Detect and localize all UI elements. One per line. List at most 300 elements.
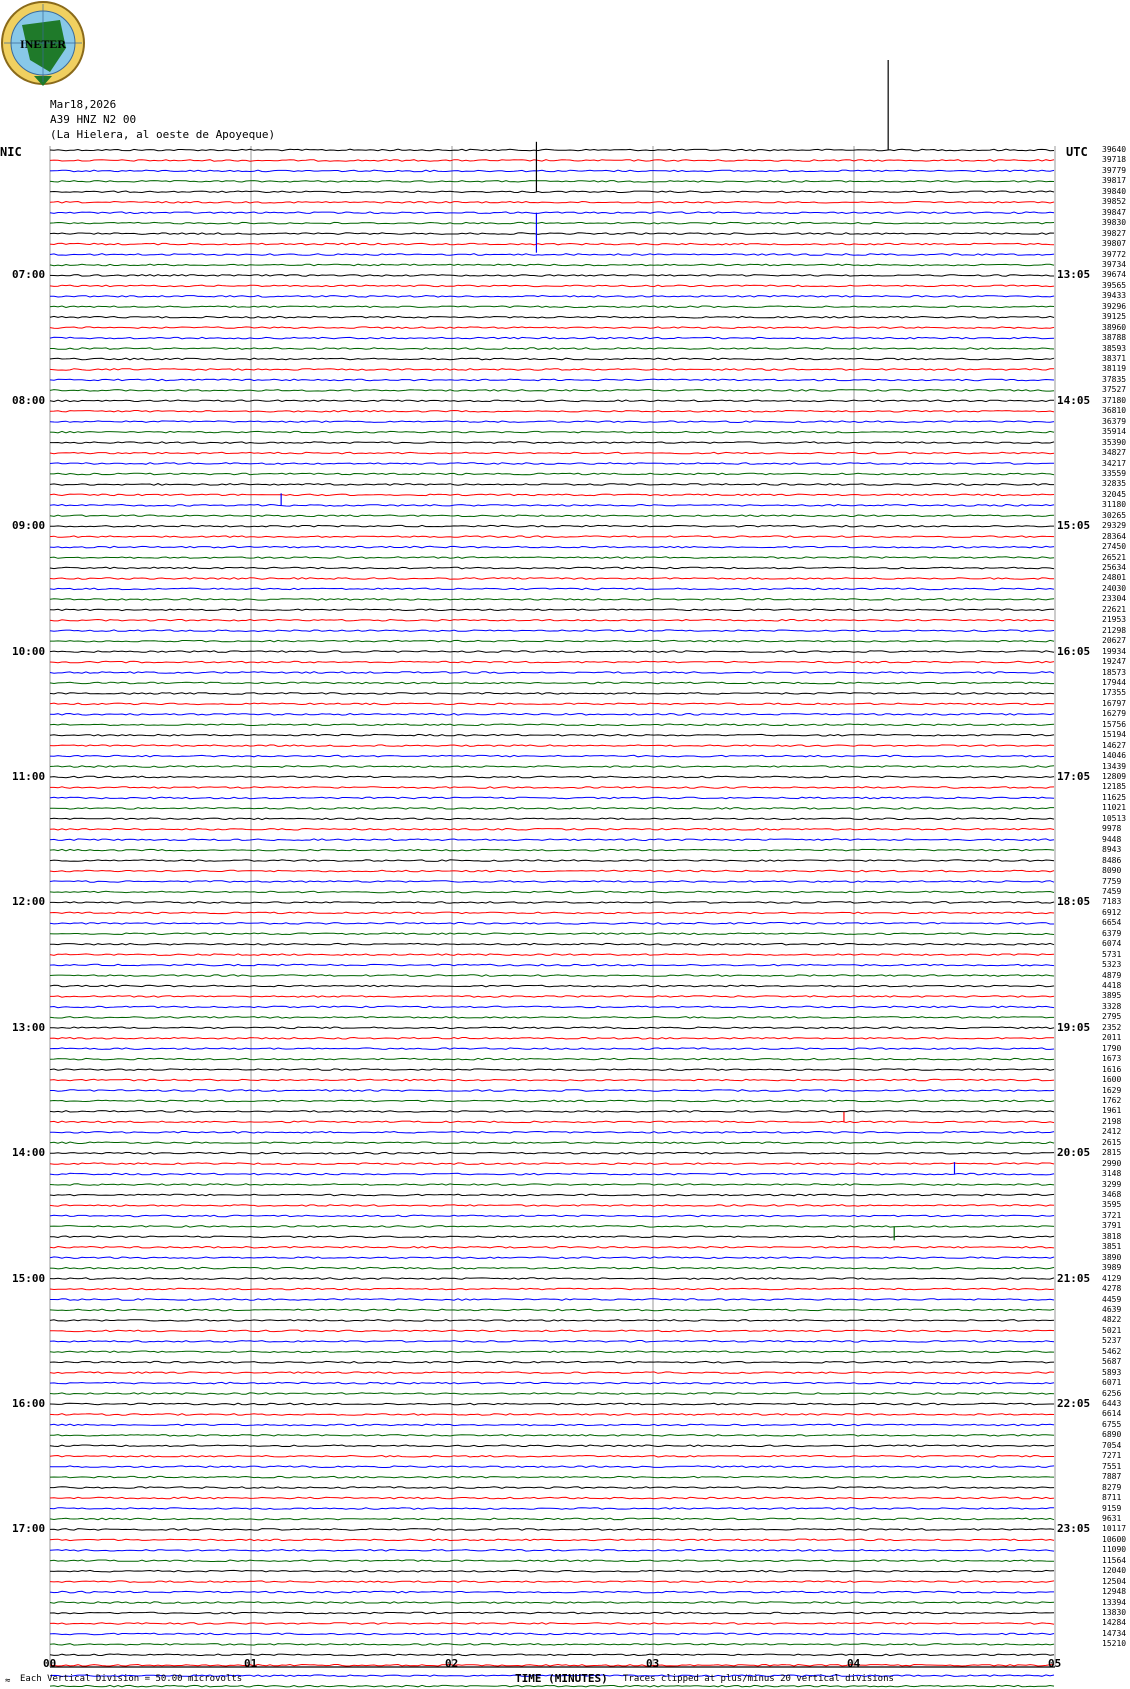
trace-line-93 [50, 1121, 1054, 1123]
trace-count-label: 7459 [1102, 886, 1122, 896]
hour-label-right: 22:05 [1057, 1397, 1091, 1410]
trace-line-69 [50, 870, 1054, 872]
hour-label-left: 12:00 [12, 895, 46, 909]
trace-count-label: 35914 [1102, 427, 1127, 437]
trace-count-label: 27450 [1102, 542, 1127, 552]
trace-line-118 [50, 1382, 1054, 1384]
trace-line-88 [50, 1069, 1054, 1071]
trace-count-label: 4129 [1102, 1273, 1122, 1283]
trace-count-label: 33559 [1102, 468, 1127, 478]
trace-count-label: 39807 [1102, 239, 1127, 249]
trace-count-label: 37835 [1102, 374, 1127, 384]
trace-line-115 [50, 1351, 1054, 1353]
trace-line-25 [50, 411, 1054, 413]
trace-line-119 [50, 1393, 1054, 1395]
trace-count-label: 38788 [1102, 333, 1127, 343]
trace-count-label: 6912 [1102, 907, 1122, 917]
x-tick-label: 02 [445, 1657, 459, 1670]
trace-count-label: 8711 [1102, 1493, 1122, 1503]
trace-count-label: 12504 [1102, 1576, 1127, 1586]
trace-line-102 [50, 1215, 1054, 1217]
trace-line-143 [50, 1644, 1054, 1646]
trace-line-4 [50, 191, 1054, 193]
trace-count-label: 39817 [1102, 176, 1127, 186]
trace-line-83 [50, 1017, 1054, 1019]
hour-label-left: 07:00 [12, 268, 46, 282]
trace-line-84 [50, 1027, 1054, 1029]
trace-line-112 [50, 1320, 1054, 1322]
clip-note: Traces clipped at plus/minus 20 vertical divisions [623, 1674, 894, 1684]
trace-count-label: 22621 [1102, 604, 1127, 614]
trace-line-108 [50, 1278, 1054, 1280]
trace-count-label: 2352 [1102, 1022, 1122, 1032]
trace-line-113 [50, 1330, 1054, 1332]
trace-line-55 [50, 724, 1054, 726]
trace-count-label: 3721 [1102, 1210, 1122, 1220]
trace-count-label: 1673 [1102, 1054, 1122, 1064]
trace-line-6 [50, 212, 1054, 214]
trace-line-138 [50, 1591, 1054, 1593]
hour-label-left: 14:00 [12, 1146, 46, 1160]
trace-line-1 [50, 160, 1054, 162]
trace-line-73 [50, 912, 1054, 914]
trace-line-124 [50, 1445, 1054, 1447]
trace-count-label: 9978 [1102, 824, 1122, 834]
trace-line-37 [50, 536, 1054, 538]
hour-label-left: 08:00 [12, 393, 46, 407]
trace-count-label: 5687 [1102, 1357, 1122, 1367]
trace-count-label: 21953 [1102, 615, 1127, 625]
trace-line-12 [50, 275, 1054, 277]
trace-count-label: 39852 [1102, 197, 1127, 207]
trace-count-label: 4822 [1102, 1315, 1122, 1325]
trace-count-label: 7759 [1102, 876, 1122, 886]
trace-line-17 [50, 327, 1054, 329]
trace-count-label: 34217 [1102, 458, 1127, 468]
trace-line-66 [50, 839, 1054, 841]
trace-count-label: 8943 [1102, 845, 1122, 855]
trace-count-label: 39830 [1102, 218, 1127, 228]
trace-count-label: 39125 [1102, 312, 1127, 322]
trace-count-label: 10513 [1102, 813, 1127, 823]
trace-line-104 [50, 1236, 1054, 1238]
trace-line-125 [50, 1456, 1054, 1458]
trace-line-10 [50, 254, 1054, 256]
trace-count-label: 1961 [1102, 1106, 1122, 1116]
hour-label-right: 17:05 [1057, 770, 1091, 783]
trace-count-label: 14734 [1102, 1628, 1127, 1638]
hour-label-right: 13:05 [1057, 268, 1091, 282]
trace-line-56 [50, 734, 1054, 736]
ineter-logo [2, 2, 84, 86]
trace-count-label: 13394 [1102, 1597, 1127, 1607]
trace-line-50 [50, 672, 1054, 674]
trace-count-label: 7271 [1102, 1451, 1122, 1461]
x-axis-title: TIME (MINUTES) [515, 1672, 608, 1685]
trace-line-98 [50, 1173, 1054, 1175]
trace-line-47 [50, 640, 1054, 642]
trace-count-label: 39827 [1102, 228, 1127, 238]
event-spikes [281, 60, 954, 1240]
trace-line-90 [50, 1090, 1054, 1092]
trace-count-label: 39779 [1102, 165, 1127, 175]
trace-count-label: 6654 [1102, 918, 1122, 928]
trace-line-136 [50, 1570, 1054, 1572]
trace-line-48 [50, 651, 1054, 653]
trace-count-label: 38593 [1102, 343, 1127, 353]
trace-count-label: 29329 [1102, 521, 1127, 531]
trace-count-label: 6890 [1102, 1430, 1122, 1440]
trace-count-label: 39640 [1102, 145, 1127, 154]
trace-count-label: 32835 [1102, 479, 1127, 489]
trace-line-120 [50, 1403, 1054, 1405]
trace-count-label: 3890 [1102, 1252, 1122, 1262]
trace-line-91 [50, 1100, 1054, 1102]
trace-lines [50, 149, 1054, 1687]
trace-count-label: 4278 [1102, 1284, 1122, 1294]
trace-count-label: 37527 [1102, 385, 1127, 395]
trace-line-122 [50, 1424, 1054, 1426]
trace-line-92 [50, 1111, 1054, 1113]
trace-line-116 [50, 1361, 1054, 1363]
hour-label-left: 13:00 [12, 1020, 46, 1034]
trace-count-label: 3791 [1102, 1221, 1122, 1231]
trace-line-62 [50, 797, 1054, 799]
trace-count-label: 3328 [1102, 1001, 1122, 1011]
trace-count-label: 34827 [1102, 448, 1127, 458]
x-tick-label: 05 [1048, 1657, 1062, 1670]
trace-line-22 [50, 379, 1054, 381]
trace-count-label: 16797 [1102, 698, 1127, 708]
trace-count-label: 1629 [1102, 1085, 1122, 1095]
trace-count-label: 2198 [1102, 1116, 1122, 1126]
trace-count-label: 36810 [1102, 406, 1127, 416]
trace-line-139 [50, 1602, 1054, 1604]
trace-count-label: 6379 [1102, 928, 1122, 938]
x-tick-label: 04 [847, 1657, 861, 1670]
trace-count-label: 8279 [1102, 1482, 1122, 1492]
trace-line-126 [50, 1466, 1054, 1468]
trace-line-0 [50, 149, 1054, 151]
trace-line-81 [50, 996, 1054, 998]
trace-line-129 [50, 1497, 1054, 1499]
trace-line-144 [50, 1654, 1054, 1656]
trace-line-97 [50, 1163, 1054, 1165]
hour-label-left: 10:00 [12, 644, 46, 658]
trace-count-label: 39734 [1102, 259, 1127, 269]
trace-count-label: 20627 [1102, 636, 1127, 646]
trace-line-27 [50, 431, 1054, 433]
trace-count-label: 2990 [1102, 1158, 1122, 1168]
trace-line-105 [50, 1247, 1054, 1249]
trace-line-28 [50, 442, 1054, 444]
x-tick-label: 01 [244, 1657, 258, 1670]
trace-line-127 [50, 1476, 1054, 1478]
corner-mark: ≈ [5, 1676, 11, 1686]
trace-count-label: 24030 [1102, 583, 1127, 593]
trace-count-label: 35390 [1102, 437, 1127, 447]
trace-line-8 [50, 233, 1054, 235]
trace-line-137 [50, 1581, 1054, 1583]
header-date: Mar18,2026 [50, 98, 117, 111]
header-location: (La Hielera, al oeste de Apoyeque) [50, 128, 276, 141]
hour-label-left: 11:00 [12, 770, 46, 783]
trace-line-106 [50, 1257, 1054, 1259]
trace-count-label: 6074 [1102, 939, 1122, 949]
hour-label-right: 14:05 [1057, 393, 1091, 407]
trace-count-label: 15194 [1102, 730, 1127, 740]
trace-count-label: 39847 [1102, 207, 1127, 217]
trace-count-label: 39433 [1102, 291, 1127, 301]
trace-count-label: 4418 [1102, 981, 1122, 990]
trace-line-133 [50, 1539, 1054, 1541]
trace-line-135 [50, 1560, 1054, 1562]
trace-line-76 [50, 943, 1054, 945]
trace-count-label: 24801 [1102, 573, 1127, 583]
timezone-right-label: UTC [1066, 145, 1088, 159]
trace-line-23 [50, 390, 1054, 392]
trace-count-label: 1762 [1102, 1095, 1122, 1105]
trace-line-32 [50, 484, 1054, 486]
trace-line-130 [50, 1508, 1054, 1510]
trace-count-label: 3989 [1102, 1263, 1122, 1273]
trace-count-label: 2815 [1102, 1148, 1122, 1158]
trace-line-38 [50, 546, 1054, 548]
trace-count-label: 9159 [1102, 1503, 1122, 1513]
trace-count-label: 31180 [1102, 500, 1127, 510]
trace-count-label: 39718 [1102, 155, 1127, 165]
trace-count-label: 4879 [1102, 970, 1122, 980]
trace-count-label: 23304 [1102, 594, 1127, 604]
trace-line-52 [50, 693, 1054, 695]
trace-count-label: 6755 [1102, 1419, 1122, 1429]
hour-label-left: 16:00 [12, 1397, 46, 1410]
trace-line-99 [50, 1184, 1054, 1186]
trace-count-label: 2615 [1102, 1137, 1122, 1147]
trace-count-label: 10117 [1102, 1524, 1127, 1534]
trace-line-75 [50, 933, 1054, 935]
trace-count-label: 5731 [1102, 949, 1122, 959]
trace-line-67 [50, 849, 1054, 851]
trace-line-54 [50, 714, 1054, 716]
trace-count-label: 14284 [1102, 1618, 1127, 1628]
trace-line-72 [50, 902, 1054, 904]
trace-line-18 [50, 337, 1054, 339]
trace-count-label: 15210 [1102, 1639, 1127, 1649]
trace-line-147 [50, 1685, 1054, 1687]
trace-count-label: 3468 [1102, 1190, 1122, 1199]
hour-label-right: 21:05 [1057, 1271, 1091, 1285]
trace-count-label: 9448 [1102, 834, 1122, 844]
trace-line-60 [50, 776, 1054, 778]
hour-label-right: 18:05 [1057, 895, 1091, 909]
trace-count-label: 28364 [1102, 531, 1127, 541]
trace-count-label: 26521 [1102, 552, 1127, 562]
trace-count-label: 39565 [1102, 280, 1127, 290]
trace-count-label: 1600 [1102, 1075, 1122, 1085]
hour-label-right: 23:05 [1057, 1522, 1091, 1536]
trace-line-29 [50, 452, 1054, 454]
trace-count-label: 38119 [1102, 364, 1127, 374]
trace-line-77 [50, 954, 1054, 956]
trace-line-140 [50, 1612, 1054, 1614]
trace-line-63 [50, 808, 1054, 810]
trace-line-80 [50, 985, 1054, 987]
trace-line-58 [50, 755, 1054, 757]
trace-line-111 [50, 1309, 1054, 1311]
x-tick-label: 03 [646, 1657, 660, 1670]
hour-label-right: 20:05 [1057, 1146, 1091, 1160]
trace-count-label: 5323 [1102, 960, 1122, 970]
trace-line-85 [50, 1038, 1054, 1040]
trace-count-label: 32045 [1102, 489, 1127, 499]
trace-line-30 [50, 463, 1054, 465]
trace-count-label: 7551 [1102, 1461, 1122, 1471]
trace-count-label: 17944 [1102, 677, 1127, 687]
logo-text: INETER [19, 37, 67, 51]
trace-line-74 [50, 923, 1054, 925]
trace-line-123 [50, 1435, 1054, 1437]
trace-count-label: 12040 [1102, 1566, 1127, 1576]
trace-line-117 [50, 1372, 1054, 1374]
trace-count-label: 15756 [1102, 719, 1127, 729]
trace-count-label: 10600 [1102, 1534, 1127, 1544]
trace-line-31 [50, 473, 1054, 475]
trace-line-40 [50, 567, 1054, 569]
trace-count-label: 3818 [1102, 1231, 1122, 1241]
trace-line-2 [50, 170, 1054, 172]
trace-count-label: 21298 [1102, 625, 1127, 635]
trace-count-label: 38960 [1102, 322, 1127, 332]
trace-line-20 [50, 358, 1054, 360]
trace-count-label: 5893 [1102, 1367, 1122, 1377]
trace-line-100 [50, 1194, 1054, 1196]
trace-count-label: 37180 [1102, 395, 1127, 405]
trace-count-label: 3299 [1102, 1179, 1122, 1189]
trace-count-label: 5237 [1102, 1336, 1122, 1346]
trace-count-label: 11021 [1102, 803, 1127, 813]
hour-label-left: 09:00 [12, 519, 46, 533]
trace-count-label: 6443 [1102, 1399, 1122, 1408]
trace-count-label: 39840 [1102, 186, 1127, 196]
header-station: A39 HNZ N2 00 [50, 113, 137, 126]
trace-count-label: 16279 [1102, 709, 1127, 719]
trace-line-41 [50, 578, 1054, 580]
trace-count-label: 7183 [1102, 897, 1122, 907]
trace-line-134 [50, 1550, 1054, 1552]
trace-count-label: 11564 [1102, 1555, 1127, 1565]
trace-line-71 [50, 891, 1054, 893]
trace-line-87 [50, 1058, 1054, 1060]
trace-count-label: 13439 [1102, 761, 1127, 771]
trace-count-label: 12185 [1102, 782, 1127, 792]
trace-count-label: 3595 [1102, 1200, 1122, 1210]
trace-line-46 [50, 630, 1054, 632]
hour-label-right: 15:05 [1057, 519, 1091, 533]
trace-line-128 [50, 1487, 1054, 1489]
trace-line-14 [50, 296, 1054, 298]
trace-line-103 [50, 1226, 1054, 1228]
trace-line-11 [50, 264, 1054, 266]
trace-line-42 [50, 588, 1054, 590]
trace-line-109 [50, 1288, 1054, 1290]
trace-count-label: 5021 [1102, 1325, 1122, 1335]
trace-line-57 [50, 745, 1054, 747]
trace-line-96 [50, 1152, 1054, 1154]
trace-count-label: 7887 [1102, 1472, 1122, 1482]
trace-count-label: 7054 [1102, 1440, 1122, 1450]
trace-line-33 [50, 494, 1054, 496]
trace-line-68 [50, 860, 1054, 862]
trace-line-21 [50, 369, 1054, 371]
trace-line-3 [50, 181, 1054, 183]
trace-line-15 [50, 306, 1054, 308]
trace-line-61 [50, 787, 1054, 789]
trace-line-94 [50, 1132, 1054, 1134]
trace-count-label: 5462 [1102, 1346, 1122, 1356]
trace-count-label: 4639 [1102, 1304, 1122, 1314]
trace-count-label: 3148 [1102, 1169, 1122, 1179]
trace-line-107 [50, 1267, 1054, 1269]
trace-line-141 [50, 1623, 1054, 1625]
trace-line-110 [50, 1299, 1054, 1301]
hour-label-right: 19:05 [1057, 1020, 1091, 1034]
trace-count-label: 13830 [1102, 1608, 1127, 1617]
trace-line-89 [50, 1079, 1054, 1081]
trace-count-label: 14627 [1102, 740, 1127, 750]
trace-count-label: 4459 [1102, 1294, 1122, 1304]
trace-line-16 [50, 316, 1054, 318]
hour-label-left: 15:00 [12, 1271, 46, 1285]
trace-line-59 [50, 766, 1054, 768]
trace-count-label: 18573 [1102, 667, 1127, 677]
trace-line-49 [50, 661, 1054, 663]
trace-count-label: 8090 [1102, 866, 1122, 876]
trace-line-95 [50, 1142, 1054, 1144]
trace-line-79 [50, 975, 1054, 977]
trace-count-label: 38371 [1102, 354, 1127, 363]
trace-count-label: 19247 [1102, 657, 1127, 667]
trace-count-label: 12809 [1102, 772, 1127, 781]
trace-count-label: 6256 [1102, 1388, 1122, 1398]
trace-line-132 [50, 1529, 1054, 1531]
trace-count-label: 1790 [1102, 1043, 1122, 1053]
trace-count-label: 11625 [1102, 792, 1127, 802]
trace-count-label: 9631 [1102, 1513, 1122, 1523]
trace-line-114 [50, 1341, 1054, 1343]
trace-count-label: 19934 [1102, 646, 1127, 656]
trace-line-13 [50, 285, 1054, 287]
trace-count-label: 2011 [1102, 1033, 1122, 1043]
trace-line-82 [50, 1006, 1054, 1008]
trace-count-label: 3851 [1102, 1242, 1122, 1252]
trace-line-39 [50, 557, 1054, 559]
trace-count-label: 6614 [1102, 1409, 1122, 1419]
trace-line-121 [50, 1414, 1054, 1416]
trace-line-44 [50, 609, 1054, 611]
trace-line-26 [50, 421, 1054, 423]
trace-count-label: 11090 [1102, 1545, 1127, 1555]
trace-count-label: 39296 [1102, 301, 1127, 311]
trace-line-101 [50, 1205, 1054, 1207]
trace-line-35 [50, 515, 1054, 517]
trace-count-label: 8486 [1102, 855, 1122, 865]
trace-count-label: 39674 [1102, 270, 1127, 280]
trace-line-9 [50, 243, 1054, 245]
trace-count-label: 6071 [1102, 1378, 1122, 1388]
trace-line-78 [50, 964, 1054, 966]
trace-count-label: 14046 [1102, 751, 1127, 761]
